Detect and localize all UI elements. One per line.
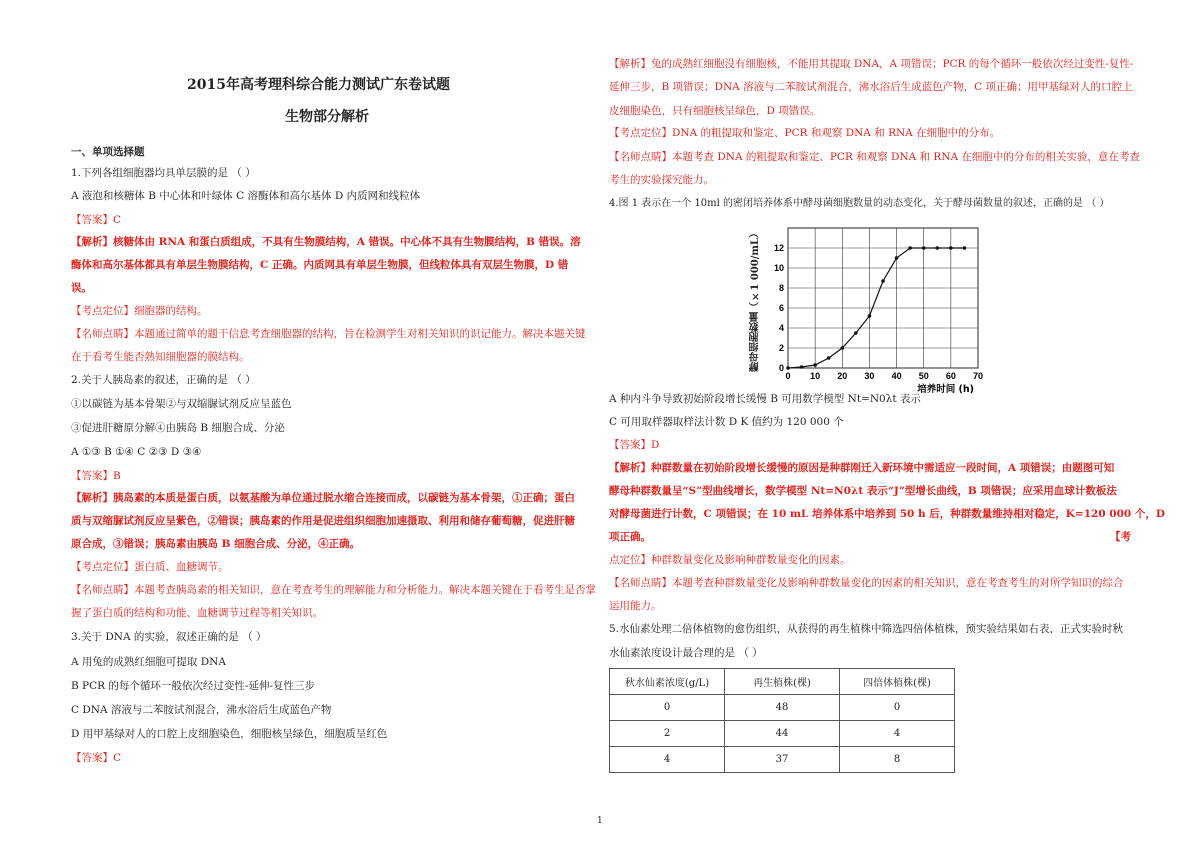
q5-stem-2: 水仙素浓度设计最合理的是 （ ） — [609, 647, 763, 659]
q3-option-a: A 用兔的成熟红细胞可提取 DNA — [71, 656, 226, 668]
x-tick-label: 20 — [837, 371, 848, 381]
y-tick-label: 10 — [773, 263, 784, 273]
q3-comment-1: 【名师点睛】本题考查 DNA 的粗提取和鉴定、PCR 和观察 DNA 和 RNA 在细胞中的分布的相关实验，意在考查 — [609, 151, 1140, 163]
table-cell: 0 — [840, 695, 955, 721]
q4-option-1: A 种内斗争导致初始阶段增长缓慢 B 可用数学模型 Nt=N0λt 表示 — [609, 393, 921, 405]
q3-analysis-2: 延伸三步，B 项错误；DNA 溶液与二苯胺试剂混合，沸水浴后生成蓝色产物，C 项正确；用甲基绿对人的口腔上 — [609, 81, 1133, 93]
data-point — [949, 246, 953, 250]
q2-option-2: ③促进肝糖原分解④由胰岛 B 细胞合成、分泌 — [71, 422, 285, 434]
table-cell: 2 — [610, 721, 725, 747]
y-tick-label: 4 — [778, 323, 784, 333]
x-tick-label: 70 — [972, 371, 984, 381]
q2-analysis-1: 【解析】胰岛素的本质是蛋白质，以氨基酸为单位通过脱水缩合连接而成，以碳链为基本骨架，①正确；蛋白 — [71, 492, 575, 504]
q3-option-b: B PCR 的每个循环一般依次经过变性-延伸-复性三步 — [71, 680, 315, 692]
table-cell: 8 — [840, 747, 955, 773]
x-tick-label: 60 — [945, 371, 956, 381]
data-point — [881, 279, 885, 283]
table-row — [610, 721, 955, 747]
q3-option-c: C DNA 溶液与二苯胺试剂混合，沸水浴后生成蓝色产物 — [71, 704, 332, 716]
q1-options: A 液泡和核糖体 B 中心体和叶绿体 C 溶酶体和高尔基体 D 内质网和线粒体 — [71, 190, 421, 202]
q2-analysis-3: 原合成，③错误；胰岛素由胰岛 B 细胞合成、分泌，④正确。 — [71, 538, 361, 550]
q3-option-d: D 用甲基绿对人的口腔上皮细胞染色，细胞核呈绿色，细胞质呈红色 — [71, 728, 388, 740]
y-tick-label: 6 — [778, 303, 784, 313]
q2-comment-2: 握了蛋白质的结构和功能、血糖调节过程等相关知识。 — [71, 607, 323, 619]
q2-option-3: A ①③ B ①④ C ②③ D ③④ — [71, 446, 202, 458]
q4-point-start: 【考 — [1110, 531, 1131, 543]
q2-stem: 2.关于人胰岛素的叙述，正确的是 （ ） — [71, 374, 256, 386]
q1-stem: 1.下列各组细胞器均具单层膜的是 （ ） — [71, 167, 256, 179]
data-point — [813, 363, 817, 367]
table-header-row — [610, 669, 955, 695]
y-tick-label: 2 — [778, 343, 784, 353]
chart-y-axis-label: 酵母细胞数量（×1 000/mL） — [750, 228, 761, 372]
q4-analysis-1: 【解析】种群数量在初始阶段增长缓慢的原因是种群刚迁入新环境中需适应一段时间，A 项错误；由题图可知 — [609, 462, 1115, 474]
x-tick-label: 0 — [785, 371, 791, 381]
data-point — [908, 246, 912, 250]
q4-option-2: C 可用取样器取样法计数 D K 值约为 120 000 个 — [609, 416, 844, 428]
data-point — [868, 314, 872, 318]
q3-analysis-1: 【解析】兔的成熟红细胞没有细胞核，不能用其提取 DNA，A 项错误；PCR 的每个循环一般依次经过变性-复性- — [609, 58, 1134, 70]
q1-analysis-2: 酶体和高尔基体都具有单层生物膜结构，C 正确。内质网具有单层生物膜，但线粒体具有双层生物膜，D 错 — [71, 259, 569, 271]
q4-point: 点定位】种群数量变化及影响种群数量变化的因素。 — [609, 554, 851, 566]
doc-title: 2015年高考理科综合能力测试广东卷试题 — [187, 77, 450, 93]
table-cell: 0 — [610, 695, 725, 721]
x-tick-label: 50 — [918, 371, 929, 381]
data-point — [840, 346, 844, 350]
data-point — [827, 356, 831, 360]
section-heading: 一、单项选择题 — [71, 146, 145, 158]
data-point — [800, 365, 804, 369]
q4-comment-1: 【名师点睛】本题考查种群数量变化及影响种群数量变化的因素的相关知识，意在考查考生的对所学知识的综合 — [609, 577, 1124, 589]
q5-stem-1: 5.水仙素处理二倍体植物的愈伤组织，从获得的再生植株中筛选四倍体植株，预实验结果如右表，正式实验时秋 — [609, 623, 1124, 635]
y-tick-label: 8 — [778, 283, 784, 293]
data-point — [922, 246, 926, 250]
q5-table — [609, 668, 955, 773]
y-tick-label: 0 — [778, 363, 784, 373]
table-cell: 44 — [725, 721, 840, 747]
q4-analysis-3: 对酵母菌进行计数，C 项错误；在 10 mL 培养体系中培养到 50 h 后，种群数量维持相对稳定，K=120 000 个，D — [609, 508, 1165, 520]
x-tick-label: 30 — [864, 371, 875, 381]
q2-option-1: ①以碳链为基本骨架②与双缩脲试剂反应呈蓝色 — [71, 398, 292, 410]
q1-comment-1: 【名师点睛】本题通过简单的题干信息考查细胞器的结构，旨在检测学生对相关知识的识记能力。解决本题关键 — [71, 328, 586, 340]
data-point — [895, 256, 899, 260]
table-cell: 48 — [725, 695, 840, 721]
q1-point: 【考点定位】细胞器的结构。 — [71, 305, 208, 317]
x-tick-label: 40 — [891, 371, 902, 381]
table-row — [610, 747, 955, 773]
table-row — [610, 695, 955, 721]
x-axis-label: 培养时间 (h) — [917, 384, 974, 395]
q2-comment-1: 【名师点睛】本题考查胰岛素的相关知识，意在考查考生的理解能力和分析能力。解决本题关键在于看考生是否掌 — [71, 584, 596, 596]
q2-answer: 【答案】B — [71, 470, 121, 482]
yeast-growth-chart — [760, 220, 992, 402]
q3-answer: 【答案】C — [71, 752, 122, 764]
q3-stem: 3.关于 DNA 的实验，叙述正确的是 （ ） — [71, 631, 267, 643]
q3-point: 【考点定位】DNA 的粗提取和鉴定、PCR 和观察 DNA 和 RNA 在细胞中的分布。 — [609, 127, 1001, 139]
q1-comment-2: 在于看考生能否熟知细胞器的膜结构。 — [71, 351, 250, 363]
q4-analysis-2: 酵母种群数量呈“S”型曲线增长，数学模型 Nt=N0λt 表示“J”型增长曲线，B 项错误；应采用血球计数板法 — [609, 485, 1117, 497]
q4-analysis-4: 项正确。 — [609, 531, 651, 543]
table-header: 四倍体植株(棵) — [840, 669, 955, 695]
data-point — [786, 366, 790, 370]
page-number: 1 — [597, 816, 603, 826]
data-point — [854, 331, 858, 335]
table-header: 再生植株(棵) — [725, 669, 840, 695]
x-tick-label: 10 — [810, 371, 821, 381]
q3-comment-2: 考生的实验探究能力。 — [609, 174, 714, 186]
q3-analysis-3: 皮细胞染色，只有细胞核呈绿色，D 项错误。 — [609, 105, 821, 117]
data-point — [963, 246, 967, 250]
doc-subtitle: 生物部分解析 — [285, 109, 369, 125]
q4-stem: 4.图 1 表示在一个 10ml 的密闭培养体系中酵母菌细胞数量的动态变化，关于酵母菌数量的叙述，正确的是 （ ） — [609, 198, 1110, 209]
y-tick-label: 12 — [773, 243, 784, 253]
table-cell: 4 — [840, 721, 955, 747]
q1-analysis-3: 误。 — [71, 282, 92, 294]
q4-comment-2: 运用能力。 — [609, 600, 662, 612]
q2-analysis-2: 质与双缩脲试剂反应呈紫色，②错误；胰岛素的作用是促进组织细胞加速摄取、利用和储存葡萄糖，促进肝糖 — [71, 515, 575, 527]
q1-analysis-1: 【解析】核糖体由 RNA 和蛋白质组成，不具有生物膜结构，A 错误。中心体不具有生物膜结构，B 错误。溶 — [71, 236, 581, 248]
q4-answer: 【答案】D — [609, 439, 660, 451]
table-cell: 37 — [725, 747, 840, 773]
table-cell: 4 — [610, 747, 725, 773]
data-point — [935, 246, 939, 250]
q1-answer: 【答案】C — [71, 214, 122, 226]
q2-point: 【考点定位】蛋白质、血糖调节。 — [71, 561, 229, 573]
table-header: 秋水仙素浓度(g/L) — [610, 669, 725, 695]
